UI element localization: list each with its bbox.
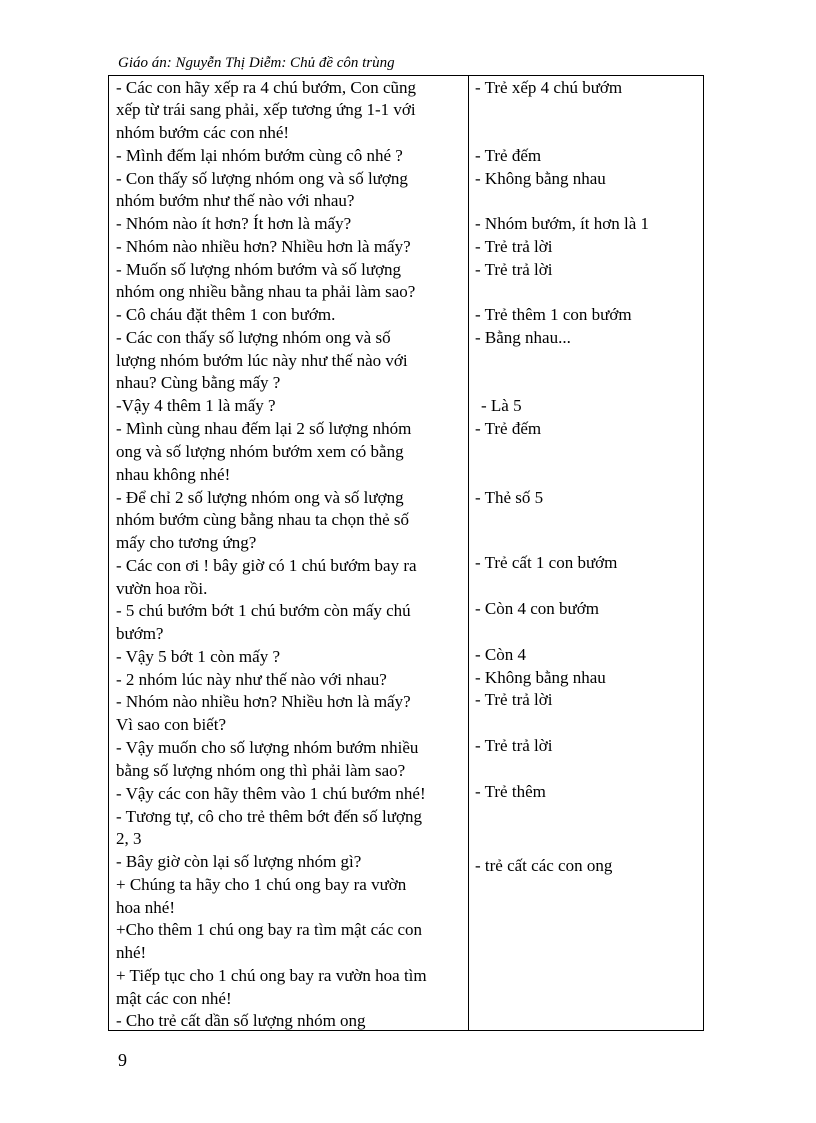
teacher-line: - Mình cùng nhau đếm lại 2 số lượng nhóm (116, 419, 412, 438)
teacher-line: bằng số lượng nhóm ong thì phải làm sao? (116, 761, 406, 780)
page-number: 9 (118, 1050, 127, 1070)
teacher-line: nhé! (116, 943, 147, 962)
teacher-line: nhóm bướm các con nhé! (116, 123, 290, 142)
teacher-line: - Nhóm nào ít hơn? Ít hơn là mấy? (116, 214, 352, 233)
teacher-line: nhau? Cùng bằng mấy ? (116, 373, 281, 392)
teacher-line: 2, 3 (116, 829, 142, 848)
child-line: - Trẻ trả lời (475, 690, 553, 709)
child-line: - Trẻ trả lời (475, 237, 553, 256)
teacher-line: - 5 chú bướm bớt 1 chú bướm còn mấy chú (116, 601, 411, 620)
page-header: Giáo án: Nguyễn Thị Diễm: Chủ đề côn trùng (118, 55, 395, 71)
teacher-line: - Vậy muốn cho số lượng nhóm bướm nhiều (116, 738, 419, 757)
teacher-line: - Cho trẻ cất dần số lượng nhóm ong (116, 1011, 366, 1030)
teacher-line: mật các con nhé! (116, 989, 232, 1008)
teacher-line: bướm? (116, 624, 164, 643)
child-line: - Nhóm bướm, ít hơn là 1 (475, 214, 650, 233)
teacher-line: xếp từ trái sang phải, xếp tương ứng 1-1 với (116, 100, 416, 119)
teacher-line: - Các con ơi ! bây giờ có 1 chú bướm bay ra (116, 556, 417, 575)
teacher-line: ong và số lượng nhóm bướm xem có bằng (116, 442, 404, 461)
teacher-line: - Cô cháu đặt thêm 1 con bướm. (116, 305, 336, 324)
child-line: - Trẻ trả lời (475, 736, 553, 755)
child-line: - Không bằng nhau (475, 169, 606, 188)
teacher-line: + Tiếp tục cho 1 chú ong bay ra vườn hoa tìm (116, 966, 427, 985)
teacher-line: nhóm bướm như thế nào với nhau? (116, 191, 355, 210)
teacher-line: hoa nhé! (116, 898, 176, 917)
child-line: - Trẻ trả lời (475, 260, 553, 279)
teacher-line: - Vậy 5 bớt 1 còn mấy ? (116, 647, 280, 666)
child-line: - Còn 4 (475, 645, 526, 664)
lesson-table (108, 76, 704, 1031)
teacher-line: - Muốn số lượng nhóm bướm và số lượng (116, 260, 402, 279)
child-line: - Trẻ thêm 1 con bướm (475, 305, 632, 324)
teacher-line: -Vậy 4 thêm 1 là mấy ? (116, 396, 276, 415)
teacher-line: +Cho thêm 1 chú ong bay ra tìm mật các con (116, 920, 423, 939)
teacher-line: - Nhóm nào nhiều hơn? Nhiều hơn là mấy? (116, 692, 411, 711)
column-divider (468, 76, 469, 1030)
teacher-line: - Các con thấy số lượng nhóm ong và số (116, 328, 391, 347)
teacher-line: vườn hoa rồi. (116, 579, 208, 598)
teacher-line: - Con thấy số lượng nhóm ong và số lượng (116, 169, 408, 188)
teacher-line: nhóm bướm cùng bằng nhau ta chọn thẻ số (116, 510, 409, 529)
teacher-line: - Bây giờ còn lại số lượng nhóm gì? (116, 852, 362, 871)
child-line: - Trẻ thêm (475, 782, 546, 801)
child-line: - Trẻ đếm (475, 146, 542, 165)
teacher-line: - Nhóm nào nhiều hơn? Nhiều hơn là mấy? (116, 237, 411, 256)
teacher-line: mấy cho tương ứng? (116, 533, 257, 552)
teacher-line: - Để chỉ 2 số lượng nhóm ong và số lượng (116, 488, 404, 507)
child-line: - Trẻ cất 1 con bướm (475, 553, 618, 572)
child-line: - Còn 4 con bướm (475, 599, 599, 618)
child-line: - Trẻ xếp 4 chú bướm (475, 78, 623, 97)
teacher-line: lượng nhóm bướm lúc này như thế nào với (116, 351, 408, 370)
teacher-line: nhau không nhé! (116, 465, 231, 484)
child-line: - trẻ cất các con ong (475, 856, 613, 875)
child-line: - Thẻ số 5 (475, 488, 544, 507)
teacher-line: Vì sao con biết? (116, 715, 226, 734)
child-line: - Là 5 (481, 396, 522, 415)
teacher-line: + Chúng ta hãy cho 1 chú ong bay ra vườn (116, 875, 407, 894)
teacher-line: - Mình đếm lại nhóm bướm cùng cô nhé ? (116, 146, 403, 165)
teacher-line: - Vậy các con hãy thêm vào 1 chú bướm nhé! (116, 784, 426, 803)
child-line: - Bằng nhau... (475, 328, 571, 347)
teacher-line: nhóm ong nhiều bằng nhau ta phải làm sao? (116, 282, 416, 301)
child-line: - Không bằng nhau (475, 668, 606, 687)
teacher-line: - Các con hãy xếp ra 4 chú bướm, Con cũng (116, 78, 417, 97)
teacher-line: - 2 nhóm lúc này như thế nào với nhau? (116, 670, 387, 689)
child-line: - Trẻ đếm (475, 419, 542, 438)
teacher-line: - Tương tự, cô cho trẻ thêm bớt đến số lượng (116, 807, 422, 826)
